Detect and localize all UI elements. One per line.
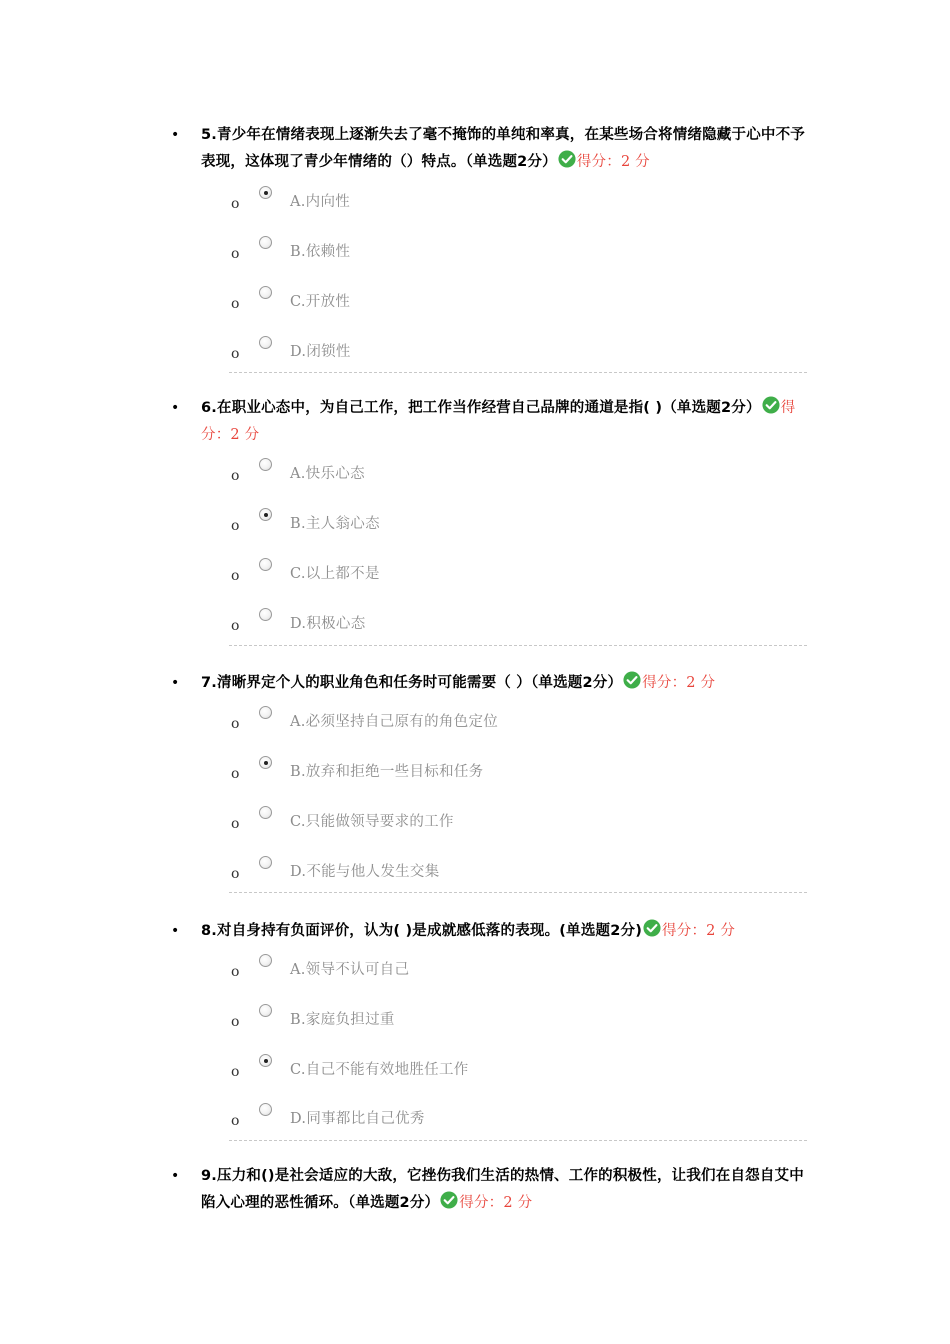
option-item[interactable] — [0, 612, 950, 642]
list-marker: o — [231, 618, 240, 634]
check-circle-icon — [440, 1191, 458, 1209]
option-label: D.同事都比自己优秀 — [290, 1111, 425, 1127]
option-item[interactable] — [0, 860, 950, 890]
list-marker: o — [231, 716, 240, 732]
list-marker: o — [231, 964, 240, 980]
list-marker: o — [231, 1113, 240, 1129]
radio-button[interactable] — [259, 236, 272, 249]
list-marker: o — [231, 246, 240, 262]
radio-button[interactable] — [259, 706, 272, 719]
list-marker: o — [231, 568, 240, 584]
check-circle-icon — [643, 919, 661, 937]
score-label: 得分：2 分 — [642, 675, 716, 691]
radio-button[interactable] — [259, 508, 272, 521]
list-marker: o — [231, 296, 240, 312]
question-text: 7.清晰界定个人的职业角色和任务时可能需要（ ）（单选题2分） 得分：2 分 — [201, 670, 811, 697]
score-label: 得分：2 分 — [459, 1195, 533, 1211]
question-text: 9.压力和()是社会适应的大敌，它挫伤我们生活的热情、工作的积极性，让我们在自怨自艾中陷入心理的恶性循环。（单选题2分） 得分：2 分 — [201, 1168, 804, 1211]
option-label: A.内向性 — [290, 194, 351, 210]
radio-button[interactable] — [259, 1103, 272, 1116]
radio-button[interactable] — [259, 756, 272, 769]
check-circle-icon — [558, 150, 576, 168]
option-item[interactable] — [0, 562, 950, 592]
list-marker: o — [231, 468, 240, 484]
option-item[interactable] — [0, 462, 950, 492]
option-label: D.闭锁性 — [290, 344, 351, 360]
radio-button[interactable] — [259, 1004, 272, 1017]
option-label: B.依赖性 — [290, 244, 351, 260]
score-label: 得分：2 分 — [662, 923, 736, 939]
option-label: D.积极心态 — [290, 616, 366, 632]
bullet: • — [171, 675, 180, 691]
question-text: 5.青少年在情绪表现上逐渐失去了毫不掩饰的单纯和率真，在某些场合将情绪隐藏于心中不予表现，这体现了青少年情绪的（）特点。（单选题2分） 得分：2 分 — [201, 127, 805, 170]
question-6 — [0, 395, 950, 449]
option-item[interactable] — [0, 190, 950, 220]
score-label: 得分：2 分 — [201, 400, 796, 443]
list-marker: o — [231, 866, 240, 882]
option-label: C.只能做领导要求的工作 — [290, 814, 454, 830]
list-marker: o — [231, 1014, 240, 1030]
question-8 — [0, 918, 950, 945]
list-marker: o — [231, 518, 240, 534]
option-item[interactable] — [0, 760, 950, 790]
check-circle-icon — [623, 671, 641, 689]
dashed-divider — [229, 372, 807, 373]
option-label: C.开放性 — [290, 294, 351, 310]
bullet: • — [171, 400, 180, 416]
option-item[interactable] — [0, 240, 950, 270]
option-label: A.领导不认可自己 — [290, 962, 410, 978]
dashed-divider — [229, 645, 807, 646]
radio-button[interactable] — [259, 186, 272, 199]
option-label: B.家庭负担过重 — [290, 1012, 395, 1028]
question-9 — [0, 1163, 950, 1217]
option-label: B.放弃和拒绝一些目标和任务 — [290, 764, 484, 780]
radio-button[interactable] — [259, 336, 272, 349]
bullet: • — [171, 923, 180, 939]
list-marker: o — [231, 766, 240, 782]
option-label: A.必须坚持自己原有的角色定位 — [290, 714, 499, 730]
question-5 — [0, 122, 950, 176]
option-item[interactable] — [0, 512, 950, 542]
list-marker: o — [231, 346, 240, 362]
question-7 — [0, 670, 950, 697]
option-item[interactable] — [0, 1107, 950, 1137]
question-text: 8.对自身持有负面评价，认为( )是成就感低落的表现。(单选题2分) 得分：2 分 — [201, 918, 811, 945]
dashed-divider — [229, 1140, 807, 1141]
option-item[interactable] — [0, 340, 950, 370]
option-item[interactable] — [0, 1008, 950, 1038]
radio-button[interactable] — [259, 286, 272, 299]
option-item[interactable] — [0, 710, 950, 740]
list-marker: o — [231, 196, 240, 212]
option-item[interactable] — [0, 958, 950, 988]
option-item[interactable] — [0, 810, 950, 840]
option-label: B.主人翁心态 — [290, 516, 380, 532]
bullet: • — [171, 127, 180, 143]
option-label: A.快乐心态 — [290, 466, 365, 482]
option-item[interactable] — [0, 1058, 950, 1088]
radio-button[interactable] — [259, 608, 272, 621]
radio-button[interactable] — [259, 806, 272, 819]
list-marker: o — [231, 1064, 240, 1080]
list-marker: o — [231, 816, 240, 832]
radio-button[interactable] — [259, 954, 272, 967]
dashed-divider — [229, 892, 807, 893]
bullet: • — [171, 1168, 180, 1184]
option-label: C.自己不能有效地胜任工作 — [290, 1062, 469, 1078]
check-circle-icon — [762, 396, 780, 414]
radio-button[interactable] — [259, 1054, 272, 1067]
option-label: D.不能与他人发生交集 — [290, 864, 440, 880]
question-text: 6.在职业心态中，为自己工作，把工作当作经营自己品牌的通道是指( )（单选题2分） 得分：2 分 — [201, 395, 811, 449]
score-label: 得分：2 分 — [576, 154, 650, 170]
option-item[interactable] — [0, 290, 950, 320]
radio-button[interactable] — [259, 458, 272, 471]
radio-button[interactable] — [259, 856, 272, 869]
radio-button[interactable] — [259, 558, 272, 571]
option-label: C.以上都不是 — [290, 566, 380, 582]
